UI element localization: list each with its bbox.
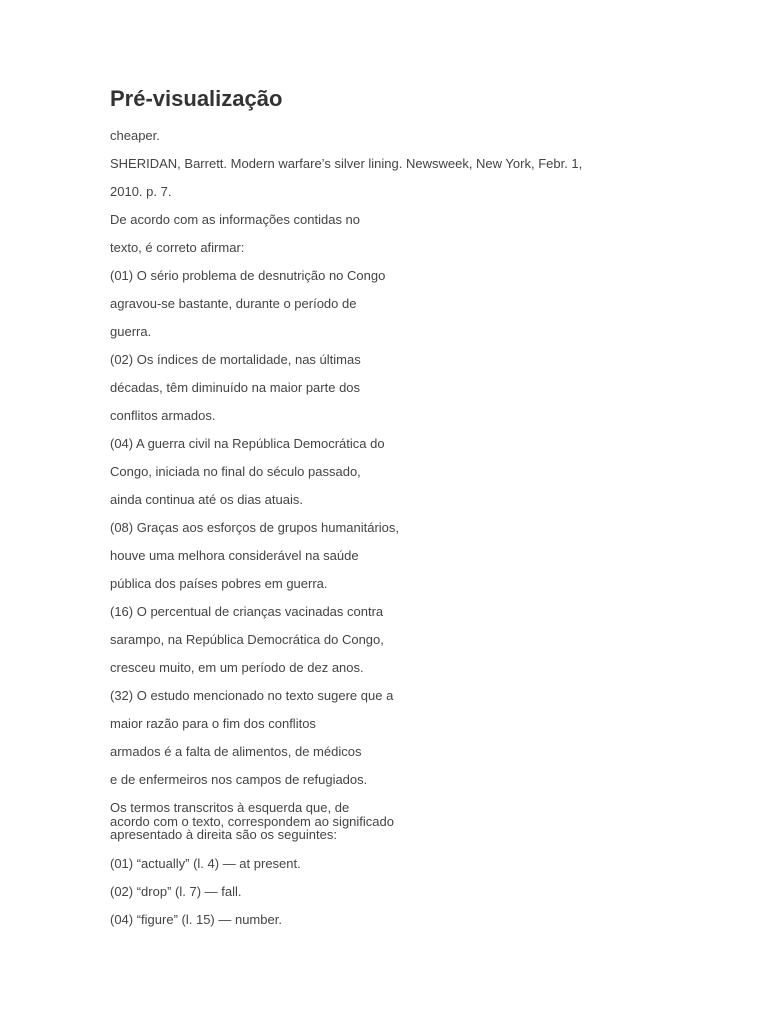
option-line: (16) O percentual de crianças vacinadas contra <box>110 604 384 619</box>
option-line: conflitos armados. <box>110 408 216 423</box>
option-line: houve uma melhora considerável na saúde <box>110 548 359 563</box>
text-line: cheaper. <box>110 128 160 143</box>
question-line: texto, é correto afirmar: <box>110 240 245 255</box>
option-line: sarampo, na República Democrática do Congo, <box>110 632 384 647</box>
question-line: De acordo com as informações contidas no <box>110 212 361 227</box>
question-line: apresentado à direita são os seguintes: <box>110 827 337 842</box>
option-line: (32) O estudo mencionado no texto sugere que a <box>110 688 394 703</box>
option-line: (02) “drop” (l. 7) — fall. <box>110 884 242 899</box>
option-line: ainda continua até os dias atuais. <box>110 492 303 507</box>
option-line: (02) Os índices de mortalidade, nas últimas <box>110 352 361 367</box>
question-line: acordo com o texto, correspondem ao significado <box>110 814 394 829</box>
page-title: Pré-visualização <box>110 86 283 111</box>
option-line: agravou-se bastante, durante o período de <box>110 296 357 311</box>
option-line: Congo, iniciada no final do século passado, <box>110 464 361 479</box>
option-line: (01) “actually” (l. 4) — at present. <box>110 856 301 871</box>
option-line: pública dos países pobres em guerra. <box>110 576 328 591</box>
option-line: (01) O sério problema de desnutrição no Congo <box>110 268 386 283</box>
question-line: Os termos transcritos à esquerda que, de <box>110 800 350 815</box>
citation-line: 2010. p. 7. <box>110 184 172 199</box>
option-line: maior razão para o fim dos conflitos <box>110 716 316 731</box>
option-line: décadas, têm diminuído na maior parte dos <box>110 380 361 395</box>
option-line: (04) “figure” (l. 15) — number. <box>110 912 282 927</box>
option-line: cresceu muito, em um período de dez anos. <box>110 660 364 675</box>
option-line: (04) A guerra civil na República Democrática do <box>110 436 385 451</box>
option-line: armados é a falta de alimentos, de médicos <box>110 744 362 759</box>
option-line: guerra. <box>110 324 152 339</box>
option-line: e de enfermeiros nos campos de refugiados. <box>110 772 368 787</box>
option-line: (08) Graças aos esforços de grupos humanitários, <box>110 520 400 535</box>
citation-line: SHERIDAN, Barrett. Modern warfare’s silver lining. Newsweek, New York, Febr. 1, <box>110 156 583 171</box>
